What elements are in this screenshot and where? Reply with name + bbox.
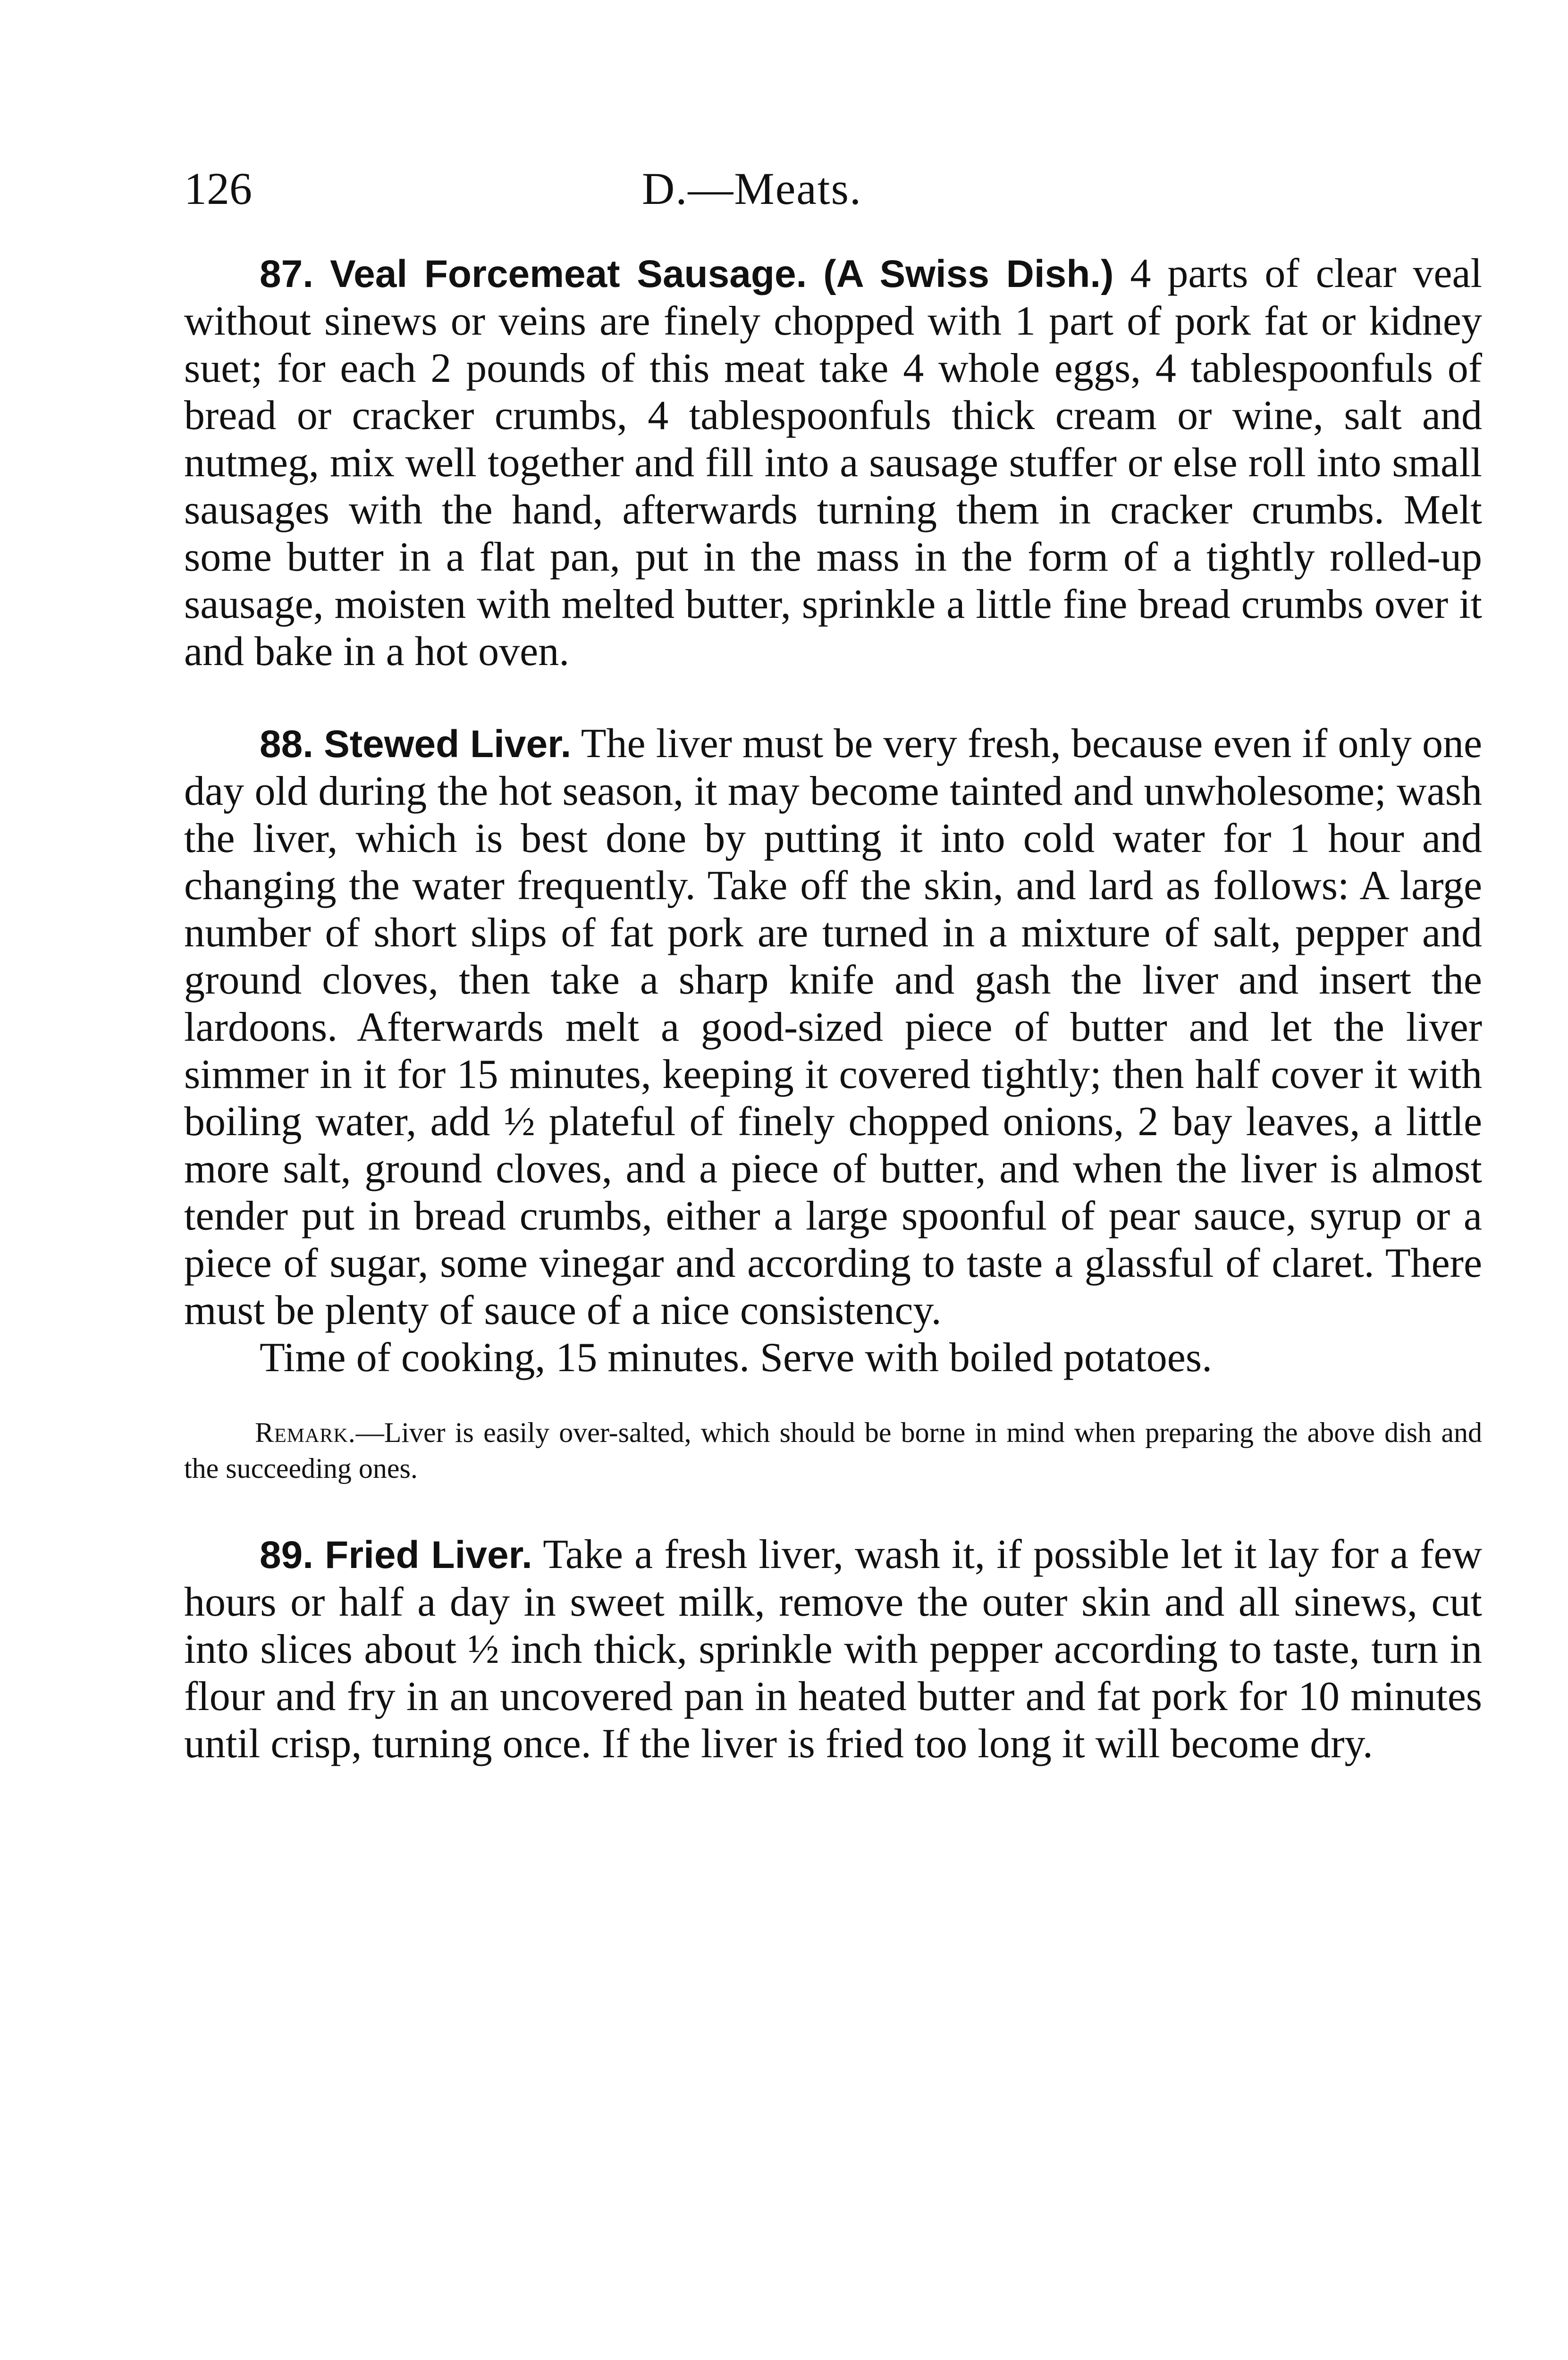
- recipe-number: 87.: [260, 253, 313, 295]
- remark-text: —Liver is easily over-salted, which should be borne in mind when preparing the above dish and the succeeding ones.: [184, 1417, 1482, 1484]
- recipe-87: [184, 250, 1482, 675]
- recipe-number: 89.: [260, 1534, 313, 1576]
- remark-label: Remark.: [255, 1417, 356, 1448]
- recipe-88: [184, 720, 1482, 1334]
- recipe-89: [184, 1531, 1482, 1768]
- recipe-body: 4 parts of clear veal without sinews or veins are finely chopped with 1 part of pork fat or kidney suet; for each 2 pounds of this meat take 4 whole eggs, 4 tablespoonfuls of bread or cracker crumbs, 4 tablespoonfuls thick cream or wine, salt and nutmeg, mix well together and fill into a sausage stuffer or else roll into small sausages with the hand, afterwards turning them in cracker crumbs. Melt some butter in a flat pan, put in the mass in the form of a tightly rolled-up sausage, moisten with melted butter, sprinkle a little fine bread crumbs over it and bake in a hot oven.: [184, 251, 1482, 674]
- section-title: D.—Meats.: [642, 163, 862, 214]
- recipe-body: The liver must be very fresh, because even if only one day old during the hot season, it may become tainted and unwholesome; wash the liver, which is best done by putting it into cold water for 1 hour and changing the water frequently. Take off the skin, and lard as follows: A large number of short slips of fat pork are turned in a mixture of salt, pepper and ground cloves, then take a sharp knife and gash the liver and insert the lardoons. Afterwards melt a good-sized piece of butter and let the liver simmer in it for 15 minutes, keeping it covered tightly; then half cover it with boiling water, add ½ plateful of finely chopped onions, 2 bay leaves, a little more salt, ground cloves, and a piece of butter, and when the liver is almost tender put in bread crumbs, either a large spoonful of pear sauce, syrup or a piece of sugar, some vinegar and according to taste a glassful of claret. There must be plenty of sauce of a nice consistency.: [184, 721, 1483, 1333]
- running-header: [184, 160, 1482, 217]
- book-page: [184, 160, 1482, 1768]
- recipe-number: 88.: [260, 723, 313, 766]
- page-number: 126: [184, 163, 252, 214]
- remark-note: [184, 1415, 1482, 1486]
- recipe-title: Stewed Liver.: [324, 723, 572, 766]
- recipe-body: Take a fresh liver, wash it, if possible let it lay for a few hours or half a day in sweet milk, remove the outer skin and all sinews, cut into slices about ½ inch thick, sprinkle with pepper according to taste, turn in flour and fry in an uncovered pan in heated butter and fat pork for 10 minutes until crisp, turning once. If the liver is fried too long it will become dry.: [184, 1532, 1483, 1767]
- recipe-title: Veal Forcemeat Sausage.: [329, 253, 807, 295]
- recipe-title: Fried Liver.: [325, 1534, 532, 1576]
- cooking-time-note: Time of cooking, 15 minutes. Serve with boiled potatoes.: [260, 1335, 1213, 1381]
- recipe-subtitle: (A Swiss Dish.): [823, 253, 1114, 295]
